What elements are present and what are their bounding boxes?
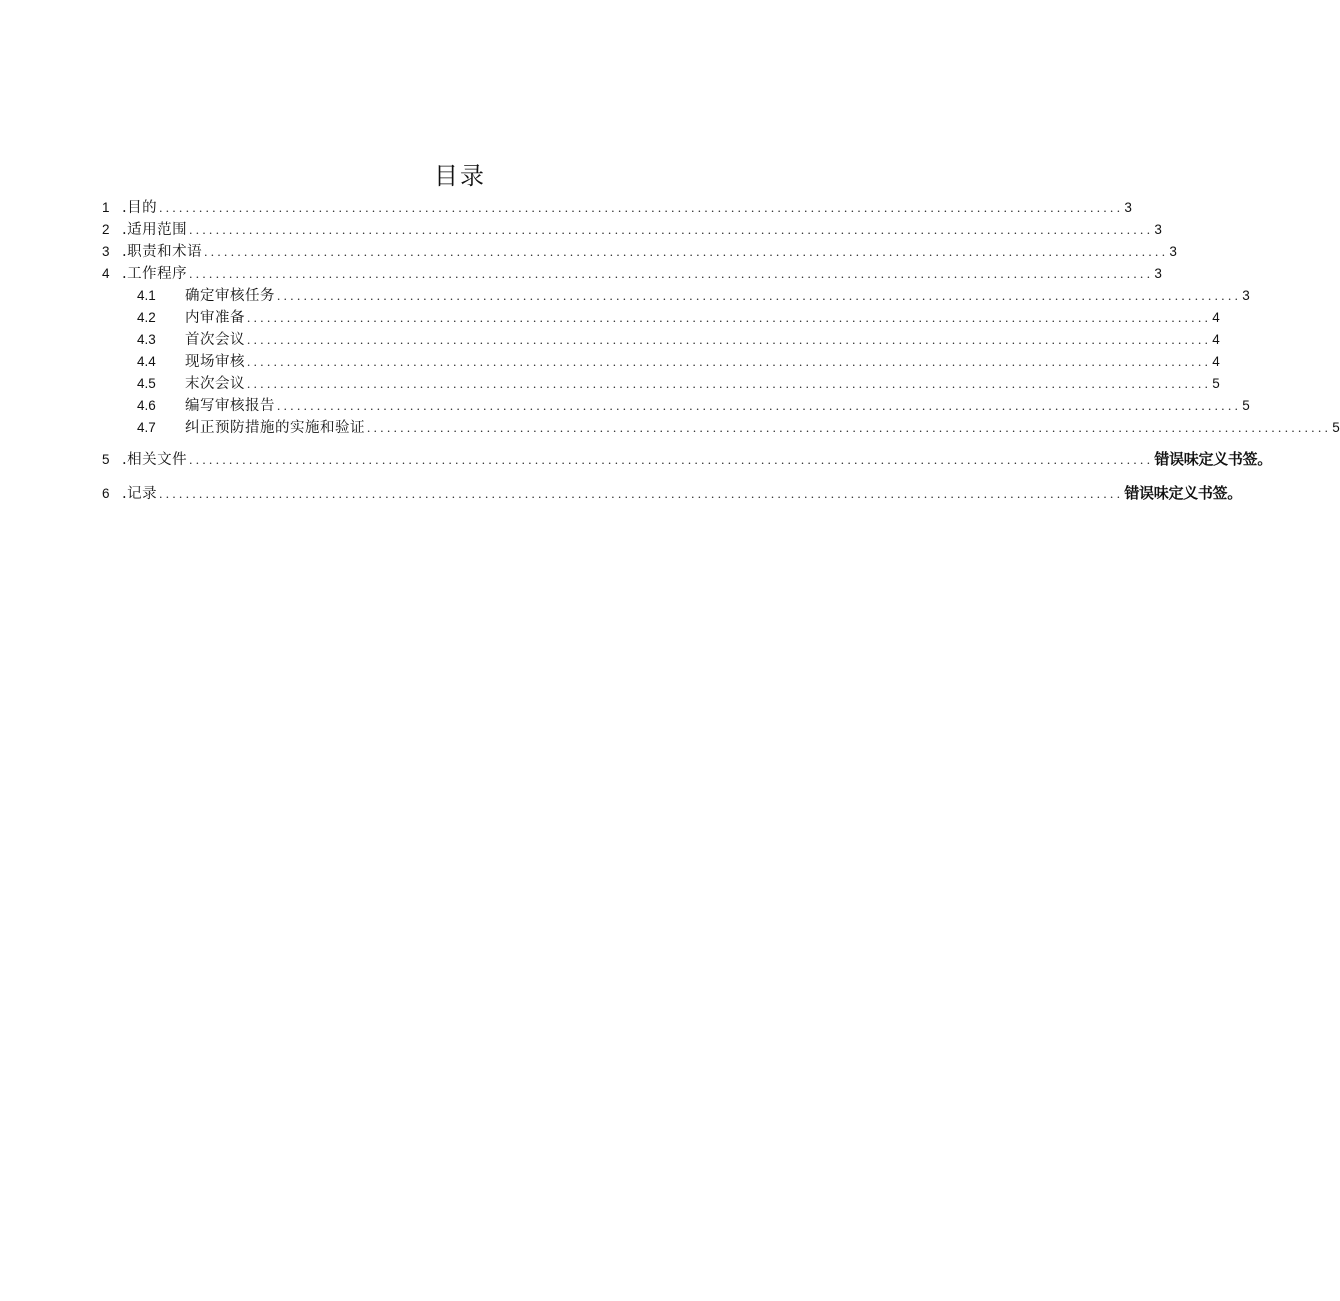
- toc-entry-4-6[interactable]: [137, 394, 1250, 416]
- toc-entry-text: 内审准备: [185, 310, 245, 326]
- toc-entry-page: 3: [1154, 222, 1162, 237]
- toc-entry-number: 4.1: [137, 288, 156, 303]
- dot-leader: .................................................................................................................................................: [247, 310, 1212, 325]
- toc-entry-text: .职责和术语: [122, 244, 203, 260]
- toc-entry-3[interactable]: [102, 240, 1177, 262]
- toc-entry-4-1[interactable]: [137, 284, 1250, 306]
- dot-leader: .................................................................................................................................................: [189, 222, 1154, 237]
- toc-entry-text: 现场审核: [185, 354, 245, 370]
- toc-entry-text: 末次会议: [185, 376, 245, 392]
- dot-leader: .................................................................................................................................................: [247, 376, 1212, 391]
- toc-entry-4[interactable]: [102, 262, 1162, 284]
- dot-leader: .................................................................................................................................................: [277, 398, 1242, 413]
- toc-entry-number: 4.6: [137, 398, 156, 413]
- toc-entry-text: .工作程序: [122, 266, 188, 282]
- toc-entry-page: 5: [1242, 398, 1250, 413]
- toc-entry-6[interactable]: [102, 482, 1242, 504]
- toc-entry-number: 4.4: [137, 354, 156, 369]
- toc-entry-page: 3: [1124, 200, 1132, 215]
- toc-entry-4-5[interactable]: [137, 372, 1220, 394]
- toc-entry-4-7[interactable]: [137, 416, 1340, 438]
- toc-entry-4-2[interactable]: [137, 306, 1220, 328]
- toc-entry-number: 4.7: [137, 420, 156, 435]
- toc-entry-number: 4.2: [137, 310, 156, 325]
- toc-entry-page: 3: [1169, 244, 1177, 259]
- toc-entry-text: .目的: [122, 200, 158, 216]
- toc-entry-page: 4: [1212, 310, 1220, 325]
- dot-leader: .................................................................................................................................................: [159, 200, 1124, 215]
- toc-entry-text: .相关文件: [122, 452, 188, 468]
- dot-leader: .................................................................................................................................................: [367, 420, 1332, 435]
- dot-leader: .................................................................................................................................................: [189, 266, 1154, 281]
- toc-entry-number: 6: [102, 486, 110, 501]
- toc-entry-text: .适用范围: [122, 222, 188, 238]
- toc-entry-number: 4.5: [137, 376, 156, 391]
- toc-entry-page: 3: [1242, 288, 1250, 303]
- toc-entry-page: 4: [1212, 332, 1220, 347]
- toc-entry-4-3[interactable]: [137, 328, 1220, 350]
- toc-entry-text: 编写审核报告: [185, 398, 275, 414]
- toc-bookmark-error: 错误味定义书签。: [1124, 484, 1242, 502]
- toc-bookmark-error: 错误味定义书签。: [1154, 450, 1272, 468]
- toc-entry-5[interactable]: [102, 448, 1272, 470]
- toc-entry-number: 2: [102, 222, 110, 237]
- toc-entry-text: 首次会议: [185, 332, 245, 348]
- toc-entry-4-4[interactable]: [137, 350, 1220, 372]
- dot-leader: .................................................................................................................................................: [247, 354, 1212, 369]
- toc-entry-1[interactable]: [102, 196, 1132, 218]
- toc-entry-2[interactable]: [102, 218, 1162, 240]
- dot-leader: .................................................................................................................................................: [277, 288, 1242, 303]
- toc-entry-text: 纠正预防措施的实施和验证: [185, 420, 365, 436]
- toc-entry-page: 4: [1212, 354, 1220, 369]
- toc-entry-number: 4.3: [137, 332, 156, 347]
- dot-leader: .................................................................................................................................................: [159, 486, 1124, 501]
- toc-entry-number: 1: [102, 200, 110, 215]
- toc-entry-page: 3: [1154, 266, 1162, 281]
- toc-entry-text: .记录: [122, 486, 158, 502]
- dot-leader: .................................................................................................................................................: [204, 244, 1169, 259]
- toc-entry-page: 5: [1212, 376, 1220, 391]
- toc-entry-number: 4: [102, 266, 110, 281]
- dot-leader: .................................................................................................................................................: [189, 452, 1154, 467]
- toc-entry-page: 5: [1332, 420, 1340, 435]
- dot-leader: .................................................................................................................................................: [247, 332, 1212, 347]
- toc-entry-number: 3: [102, 244, 110, 259]
- toc-title: 目录: [434, 162, 486, 190]
- toc-entry-text: 确定审核任务: [185, 288, 275, 304]
- toc-entry-number: 5: [102, 452, 110, 467]
